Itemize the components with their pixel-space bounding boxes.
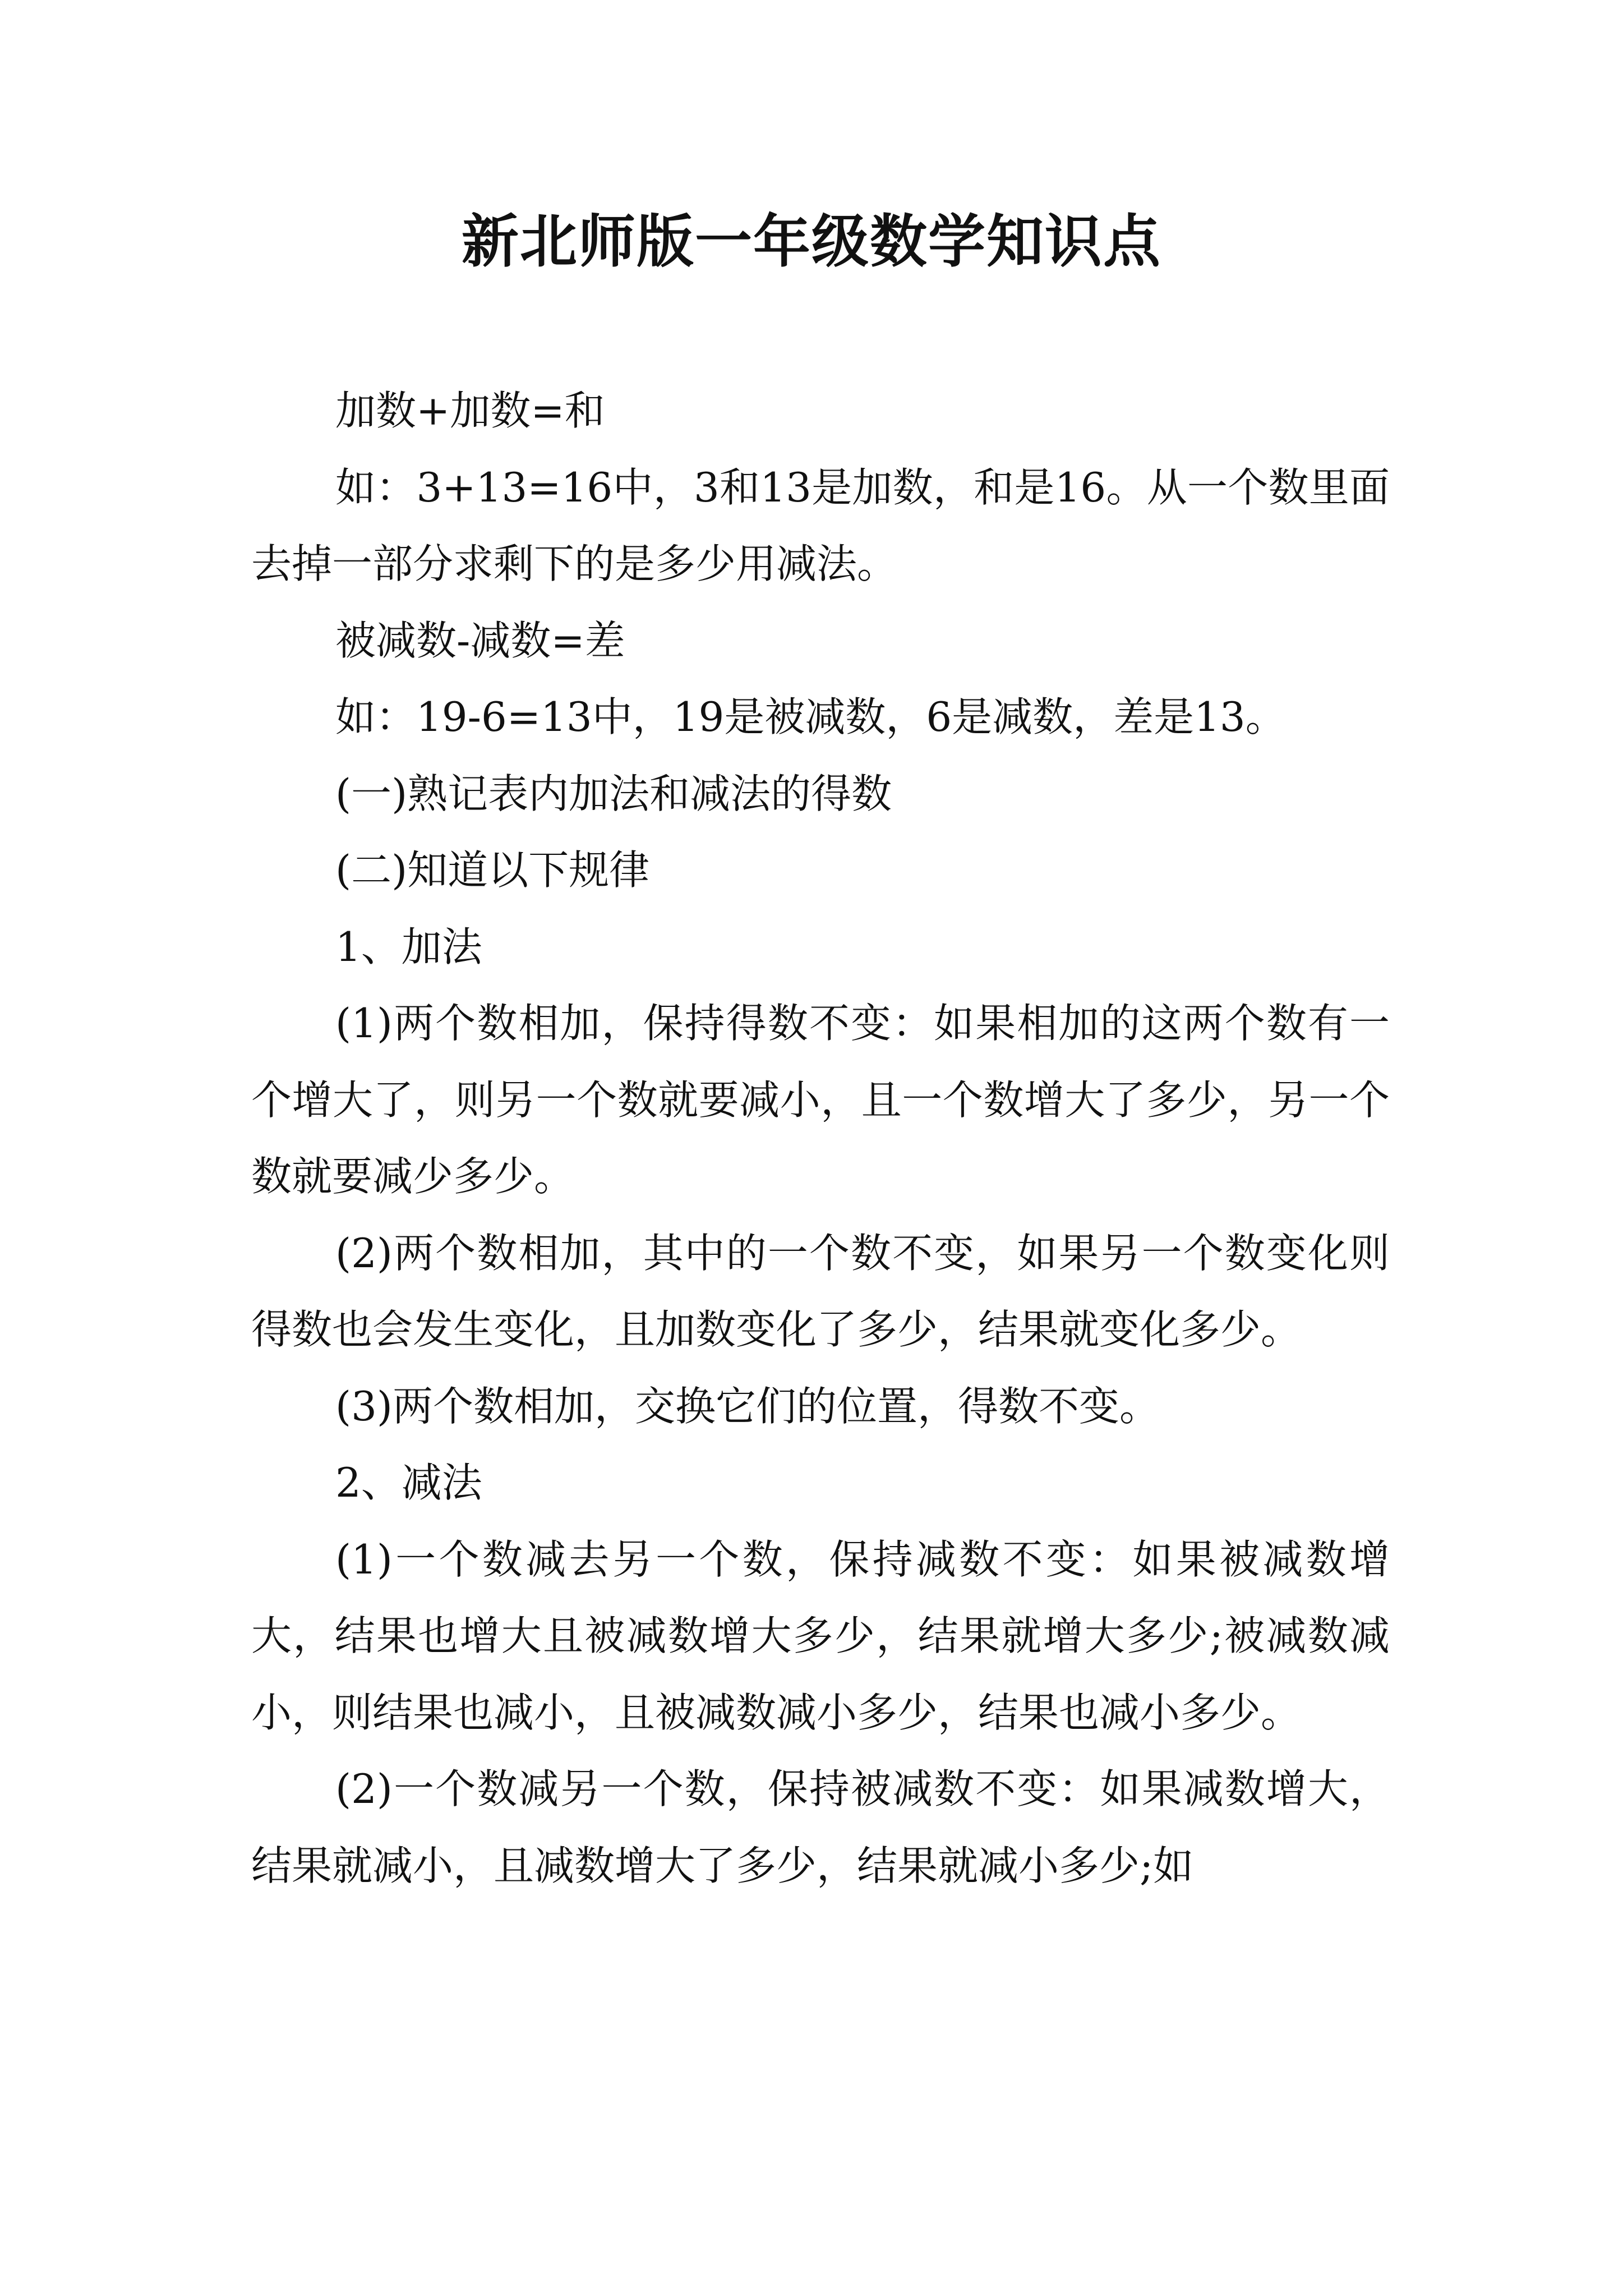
- subtraction-rule-1: (1)一个数减去另一个数，保持减数不变：如果被减数增大，结果也增大且被减数增大多少，结果就增大多少;被减数减小，则结果也减小，且被减数减小多少，结果也减小多少。: [251, 1535, 1390, 1736]
- section-heading-2: (二)知道以下规律: [335, 846, 650, 894]
- subheading-addition: 1、加法: [335, 923, 482, 970]
- paragraph-addition-formula: 加数+加数=和: [335, 387, 605, 434]
- subheading-subtraction: 2、减法: [335, 1459, 482, 1506]
- section-heading-1: (一)熟记表内加法和减法的得数: [335, 770, 892, 817]
- document-body: [251, 372, 1390, 1904]
- paragraph-subtraction-formula: 被减数-减数=差: [335, 616, 625, 664]
- addition-rule-2: (2)两个数相加，其中的一个数不变，如果另一个数变化则得数也会发生变化，且加数变化了多少，结果就变化多少。: [251, 1229, 1390, 1353]
- addition-rule-1: (1)两个数相加，保持得数不变：如果相加的这两个数有一个增大了，则另一个数就要减小，且一个数增大了多少，另一个数就要减少多少。: [251, 1000, 1390, 1200]
- subtraction-rule-2: (2)一个数减另一个数，保持被减数不变：如果减数增大，结果就减小，且减数增大了多少，结果就减小多少;如: [251, 1765, 1390, 1889]
- paragraph-addition-example: 如：3+13=16中，3和13是加数，和是16。从一个数里面去掉一部分求剩下的是多少用减法。: [251, 463, 1390, 587]
- paragraph-subtraction-example: 如：19-6=13中，19是被减数，6是减数，差是13。: [335, 693, 1286, 740]
- addition-rule-3: (3)两个数相加，交换它们的位置，得数不变。: [335, 1382, 1160, 1430]
- document-title: 新北师版一年级数学知识点: [462, 209, 1161, 275]
